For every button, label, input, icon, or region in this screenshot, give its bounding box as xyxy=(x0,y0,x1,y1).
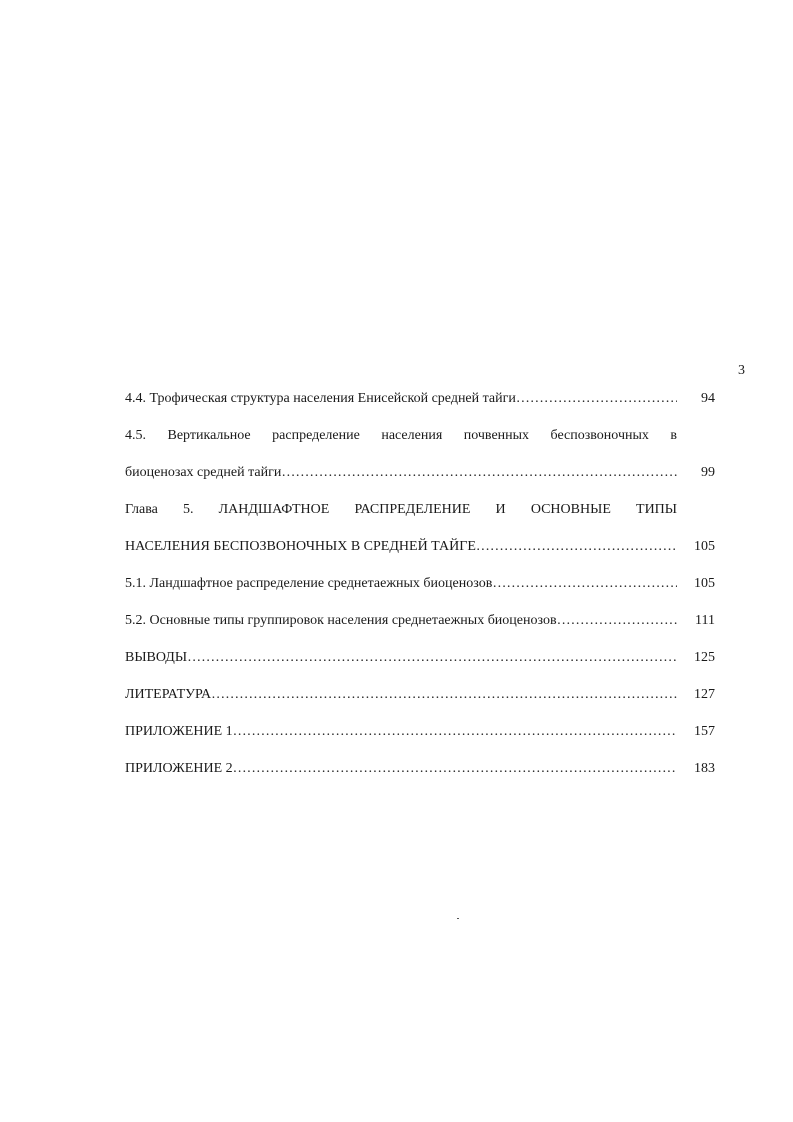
toc-entry-title: 5.2. Основные типы группировок населения среднетаежных биоценозов xyxy=(125,613,557,628)
toc-entry-title: биоценозах средней тайги xyxy=(125,465,282,480)
toc-entry-conclusions xyxy=(125,639,715,676)
toc-entry-page: 183 xyxy=(694,761,715,776)
toc-entry-title: ПРИЛОЖЕНИЕ 2 xyxy=(125,761,233,776)
toc-entry-page: 127 xyxy=(694,687,715,702)
toc-entry-title: ЛИТЕРАТУРА xyxy=(125,687,212,702)
toc-entry-page: 105 xyxy=(694,576,715,591)
toc-leader-dots xyxy=(211,676,677,713)
toc-entry-literature xyxy=(125,676,715,713)
toc-entry-title: 5.1. Ландшафтное распределение среднетаежных биоценозов xyxy=(125,576,493,591)
toc-entry-chapter-5 xyxy=(125,528,715,565)
toc-entry-4-5 xyxy=(125,454,715,491)
toc-entry-5-2 xyxy=(125,602,715,639)
toc-leader-dots xyxy=(476,528,677,565)
toc-leader-dots xyxy=(557,602,677,639)
toc-entry-title: ПРИЛОЖЕНИЕ 1 xyxy=(125,724,233,739)
toc-leader-dots xyxy=(233,713,677,750)
toc-leader-dots xyxy=(492,565,677,602)
toc-leader-dots xyxy=(187,639,677,676)
toc-entry-page: 99 xyxy=(701,465,715,480)
toc-entry-page: 111 xyxy=(695,613,715,628)
toc-entry-page: 125 xyxy=(694,650,715,665)
toc-entry-4-5-line1: 4.5. Вертикальное распределение населения почвенных беспозвоночных в xyxy=(125,428,677,443)
toc-leader-dots xyxy=(233,750,677,787)
toc-leader-dots xyxy=(281,454,677,491)
toc-entry-appendix-1 xyxy=(125,713,715,750)
page-number: 3 xyxy=(738,363,745,378)
toc-entry-page: 94 xyxy=(701,391,715,406)
toc-entry-page: 105 xyxy=(694,539,715,554)
toc-entry-5-1 xyxy=(125,565,715,602)
toc-entry-page: 157 xyxy=(694,724,715,739)
toc-entry-title: 4.4. Трофическая структура населения Енисейской средней тайги xyxy=(125,391,516,406)
toc-entry-title: ВЫВОДЫ xyxy=(125,650,188,665)
toc-leader-dots xyxy=(516,380,677,417)
table-of-contents xyxy=(125,380,715,787)
toc-entry-appendix-2 xyxy=(125,750,715,787)
scan-speck xyxy=(457,918,459,919)
toc-entry-4-4 xyxy=(125,380,715,417)
toc-entry-chapter-5-line1: Глава 5. ЛАНДШАФТНОЕ РАСПРЕДЕЛЕНИЕ И ОСНОВНЫЕ ТИПЫ xyxy=(125,502,677,517)
toc-entry-title: НАСЕЛЕНИЯ БЕСПОЗВОНОЧНЫХ В СРЕДНЕЙ ТАЙГЕ xyxy=(125,539,476,554)
